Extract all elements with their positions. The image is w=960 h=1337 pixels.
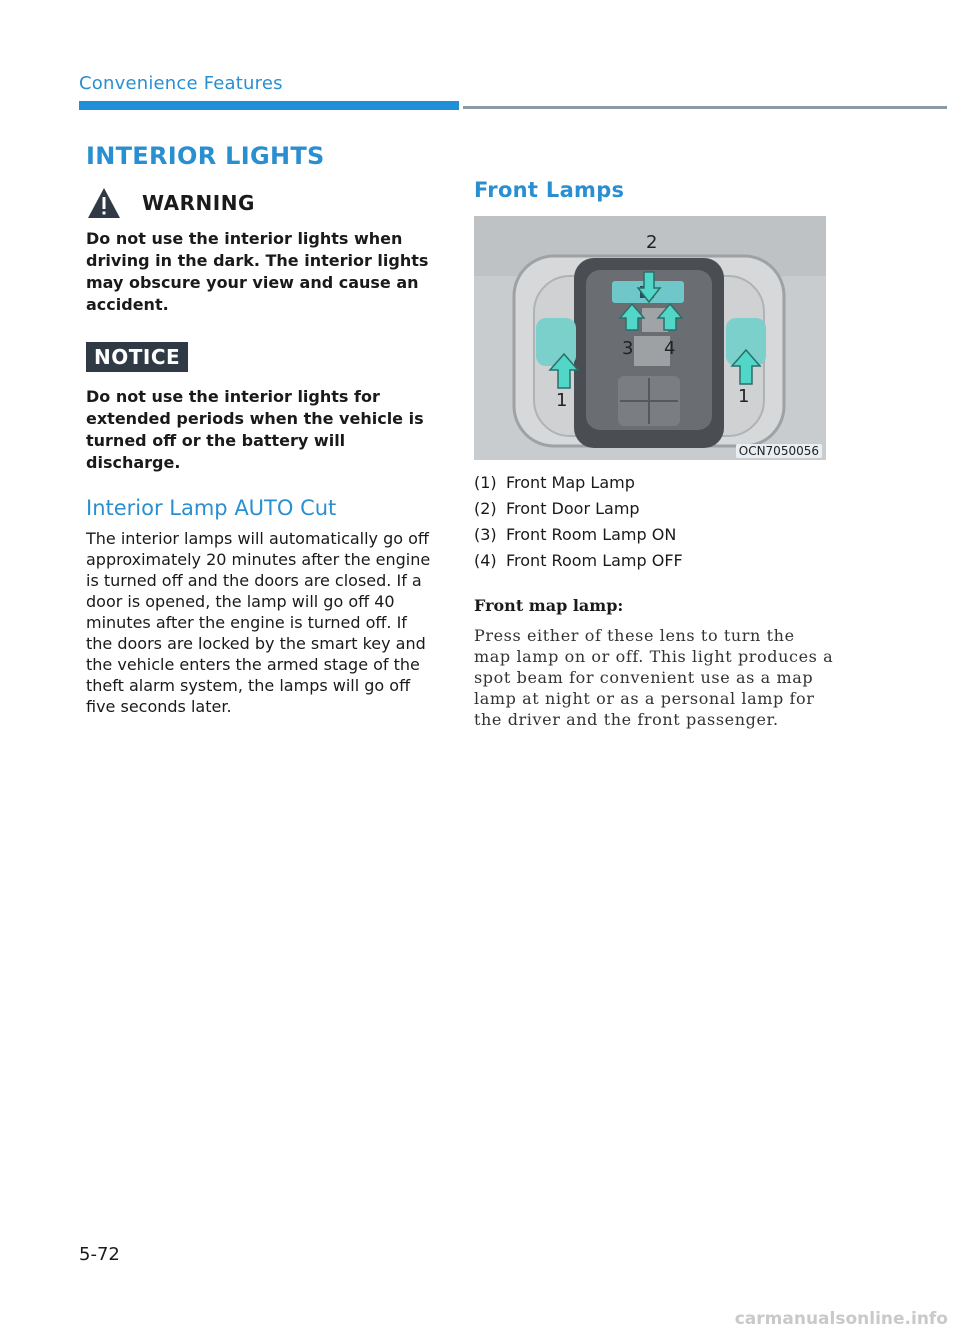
map-lamp-text: Press either of these lens to turn the map lamp on or off. This light produces a spot beam for convenient use as a map lamp at night or as a personal lamp for the driver and the front passenger. (474, 626, 834, 729)
right-column (474, 178, 834, 730)
page-number: 5-72 (79, 1244, 120, 1265)
legend-item: (3) Front Room Lamp ON (474, 525, 677, 544)
callout-3: 3 (622, 338, 634, 359)
legend-item: (4) Front Room Lamp OFF (474, 551, 683, 570)
callout-4: 4 (664, 338, 676, 359)
warning-label: WARNING (142, 191, 255, 215)
callout-2: 2 (646, 232, 658, 253)
front-lamps-title: Front Lamps (474, 178, 625, 202)
header-rule-accent (79, 101, 459, 110)
legend-item: (2) Front Door Lamp (474, 499, 640, 518)
map-lamp-heading: Front map lamp: (474, 596, 624, 615)
callout-1-left: 1 (556, 390, 568, 411)
overhead-console-illustration (474, 216, 826, 460)
notice-badge: NOTICE (86, 342, 188, 372)
warning-triangle-icon (86, 186, 122, 220)
callout-1-right: 1 (738, 386, 750, 407)
figure-code: OCN7050056 (736, 444, 822, 458)
left-column (86, 142, 436, 717)
header-rule (463, 106, 947, 109)
notice-text: Do not use the interior lights for extended periods when the vehicle is turned off or the battery will discharge. (86, 387, 424, 472)
warning-text: Do not use the interior lights when driving in the dark. The interior lights may obscure your view and cause an accident. (86, 229, 429, 314)
section-header: Convenience Features (79, 73, 283, 94)
watermark-logo: carmanualsonline.info (734, 1309, 948, 1329)
legend-item: (1) Front Map Lamp (474, 473, 635, 492)
page-title: INTERIOR LIGHTS (86, 142, 325, 170)
auto-cut-title: Interior Lamp AUTO Cut (86, 496, 337, 520)
auto-cut-text: The interior lamps will automatically go off approximately 20 minutes after the engine is turned off and the doors are closed. If a door is opened, the lamp will go off 40 minutes after the engine is turned off. If the doors are locked by the smart key and the vehicle enters the armed stage of the theft alarm system, the lamps will go off five seconds later. (86, 529, 431, 716)
warning-header (86, 186, 436, 220)
overhead-console-figure (474, 216, 826, 460)
callout-legend (474, 470, 834, 574)
